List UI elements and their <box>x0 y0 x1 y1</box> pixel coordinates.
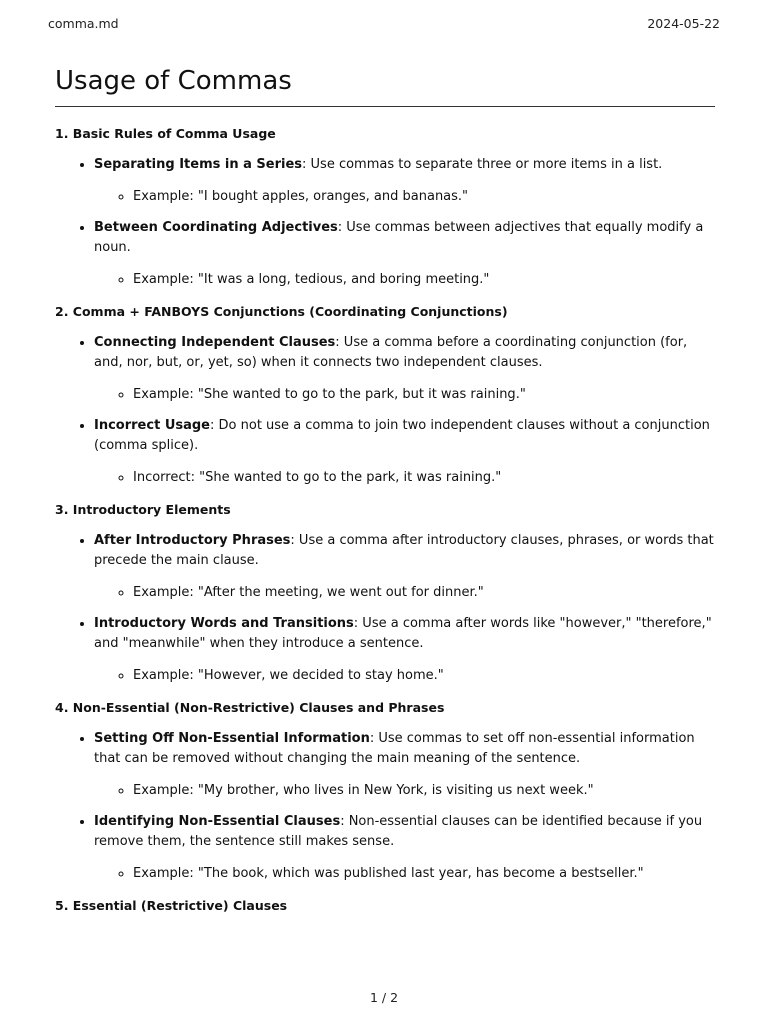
example-list <box>94 468 715 488</box>
example-list <box>94 385 715 405</box>
section-fanboys <box>55 304 715 488</box>
section-heading: 3. Introductory Elements <box>55 502 231 517</box>
example-item: ◦ Example: "My brother, who lives in New York, is visiting us next week." <box>133 781 715 801</box>
rule-term: Incorrect Usage <box>94 418 211 433</box>
rule-list <box>55 729 715 884</box>
section-heading: 1. Basic Rules of Comma Usage <box>55 126 276 141</box>
rule-text: : Use commas to set off non-essential information that can be removed without changing the main meaning of the sentence. <box>94 731 695 766</box>
rule-term: After Introductory Phrases <box>94 533 291 548</box>
example-item: ◦ Example: "After the meeting, we went out for dinner." <box>133 583 715 603</box>
rule-text: : Use commas between adjectives that equally modify a noun. <box>94 220 704 255</box>
list-item <box>94 218 715 290</box>
section-heading: 5. Essential (Restrictive) Clauses <box>55 898 288 913</box>
list-item <box>94 416 715 488</box>
page-number: 1 / 2 <box>369 990 399 1005</box>
section-essential <box>55 898 715 913</box>
section-heading: 2. Comma + FANBOYS Conjunctions (Coordinating Conjunctions) <box>55 304 508 319</box>
file-name: comma.md <box>48 16 119 31</box>
rule-text: : Do not use a comma to join two independent clauses without a conjunction (comma splice). <box>94 418 710 453</box>
example-item: ◦ Example: "However, we decided to stay home." <box>133 666 715 686</box>
rule-term: Connecting Independent Clauses <box>94 335 336 350</box>
list-item <box>94 155 715 207</box>
rule-term: Identifying Non-Essential Clauses <box>94 814 341 829</box>
section-introductory <box>55 502 715 686</box>
rule-list <box>55 333 715 488</box>
example-list <box>94 187 715 207</box>
example-list <box>94 666 715 686</box>
rule-list <box>55 531 715 686</box>
list-item <box>94 812 715 884</box>
rule-text: : Use a comma before a coordinating conjunction (for, and, nor, but, or, yet, so) when it connects two independent clauses. <box>94 335 688 370</box>
list-item <box>94 333 715 405</box>
rule-term: Setting Off Non-Essential Information <box>94 731 370 746</box>
example-item: ◦ Incorrect: "She wanted to go to the park, it was raining." <box>133 468 715 488</box>
example-item: ◦ Example: "I bought apples, oranges, and bananas." <box>133 187 715 207</box>
list-item <box>94 729 715 801</box>
rule-text: : Use a comma after introductory clauses, phrases, or words that precede the main clause. <box>94 533 714 568</box>
section-basic-rules <box>55 126 715 290</box>
example-list <box>94 864 715 884</box>
rule-text: : Use a comma after words like "however," "therefore," and "meanwhile" when they introduce a sentence. <box>94 616 712 651</box>
section-heading: 4. Non-Essential (Non-Restrictive) Clauses and Phrases <box>55 700 445 715</box>
example-list <box>94 583 715 603</box>
example-item: ◦ Example: "She wanted to go to the park, but it was raining." <box>133 385 715 405</box>
list-item <box>94 531 715 603</box>
example-list <box>94 781 715 801</box>
rule-text: : Non-essential clauses can be identified because if you remove them, the sentence still makes sense. <box>94 814 703 849</box>
example-item: ◦ Example: "The book, which was published last year, has become a bestseller." <box>133 864 715 884</box>
rule-term: Separating Items in a Series <box>94 157 303 172</box>
rule-term: Between Coordinating Adjectives <box>94 220 338 235</box>
document-body <box>55 66 715 913</box>
example-item: ◦ Example: "It was a long, tedious, and boring meeting." <box>133 270 715 290</box>
rule-list <box>55 155 715 290</box>
list-item <box>94 614 715 686</box>
page-title: Usage of Commas <box>55 66 715 107</box>
section-non-essential <box>55 700 715 884</box>
example-list <box>94 270 715 290</box>
rule-text: : Use commas to separate three or more items in a list. <box>302 157 663 172</box>
document-date: 2024-05-22 <box>647 16 720 31</box>
rule-term: Introductory Words and Transitions <box>94 616 354 631</box>
